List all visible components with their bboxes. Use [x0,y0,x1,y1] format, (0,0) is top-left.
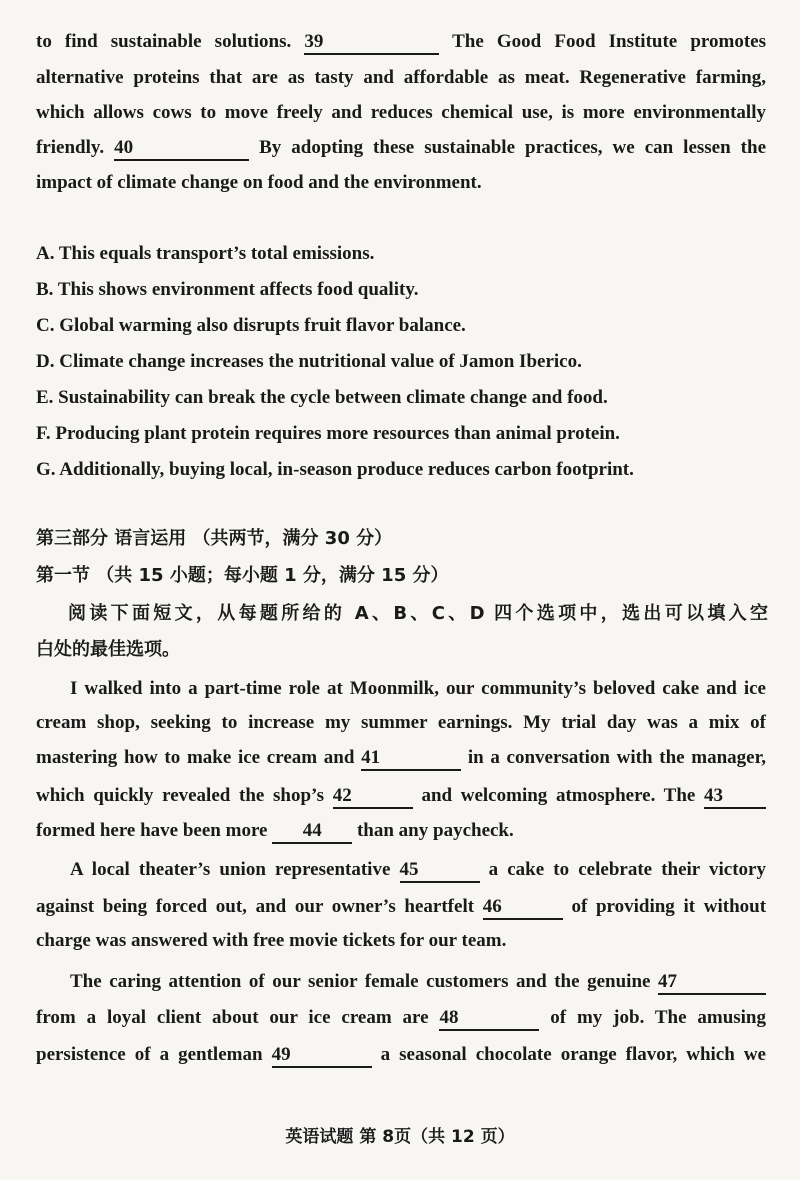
text-segment: friendly. [36,137,105,158]
text-segment: in a conversation with the manager, [467,747,767,768]
text-segment: against being forced out, and our owner’s heartfelt [36,896,475,917]
option-f: F. Producing plant protein requires more resources than animal protein. [36,423,620,444]
passage-p1-line-5 [36,817,766,845]
option-g: G. Additionally, buying local, in-season produce reduces carbon footprint. [36,459,634,480]
blank-44: 44 [272,820,352,844]
text-segment: than any paycheck. [356,820,514,841]
text-segment: of my job. The amusing [550,1007,766,1028]
passage-p2-line-3: charge was answered with free movie tickets for our team. [36,930,507,951]
option-c: C. Global warming also disrupts fruit flavor balance. [36,315,466,336]
passage-p3-line-2 [36,1004,766,1032]
text-segment: formed here have been more [36,820,268,841]
option-b: B. This shows environment affects food quality. [36,279,419,300]
blank-41: 41 [361,747,461,771]
passage-top-line-3: which allows cows to move freely and reduces chemical use, is more environmentally [36,102,766,123]
text-segment: which quickly revealed the shop’s [36,785,325,806]
text-segment: A local theater’s union representative [70,859,391,880]
passage-p1-line-4 [36,782,766,810]
text-segment: The caring attention of our senior female customers and the genuine [70,971,651,992]
text-segment: of providing it without [571,896,767,917]
section-sub-title: 第一节 （共 15 小题；每小题 1 分，满分 15 分） [36,565,449,586]
blank-45: 45 [400,859,480,883]
section-instruction-1: 阅读下面短文，从每题所给的 A、B、C、D 四个选项中，选出可以填入空 [68,603,768,624]
passage-top-line-5: impact of climate change on food and the environment. [36,172,482,193]
text-segment: The Good Food Institute promotes [452,31,766,52]
blank-46: 46 [483,896,563,920]
text-segment: and welcoming atmosphere. The [421,785,696,806]
passage-p3-line-3 [36,1041,766,1069]
text-segment: By adopting these sustainable practices, we can lessen the [259,137,767,158]
text-segment: a seasonal chocolate orange flavor, which we [380,1044,766,1065]
text-segment: to find sustainable solutions. [36,31,292,52]
text-segment: persistence of a gentleman [36,1044,263,1065]
text-segment: from a loyal client about our ice cream are [36,1007,429,1028]
passage-p2-line-2 [36,893,766,921]
blank-39: 39 [304,31,439,55]
blank-43: 43 [704,785,766,809]
passage-top-line-4 [36,134,766,162]
passage-p1-line-3 [36,744,766,772]
passage-top-line-2: alternative proteins that are as tasty and affordable as meat. Regenerative farming, [36,67,766,88]
option-e: E. Sustainability can break the cycle between climate change and food. [36,387,608,408]
option-d: D. Climate change increases the nutritional value of Jamon Iberico. [36,351,582,372]
blank-42: 42 [333,785,413,809]
blank-47: 47 [658,971,766,995]
passage-p3-line-1 [70,968,766,996]
section-instruction-2: 白处的最佳选项。 [36,639,180,660]
blank-49: 49 [272,1044,372,1068]
passage-p1-line-2: cream shop, seeking to increase my summer earnings. My trial day was a mix of [36,712,766,733]
blank-40: 40 [114,137,249,161]
section-part-title: 第三部分 语言运用 （共两节，满分 30 分） [36,528,393,549]
passage-top-line-1 [36,28,766,56]
passage-p2-line-1 [70,856,766,884]
text-segment: mastering how to make ice cream and [36,747,355,768]
passage-p1-line-1: I walked into a part-time role at Moonmilk, our community’s beloved cake and ice [70,678,766,699]
page-footer: 英语试题 第 8页（共 12 页） [285,1127,515,1147]
option-a: A. This equals transport’s total emissions. [36,243,375,264]
blank-48: 48 [439,1007,539,1031]
text-segment: a cake to celebrate their victory [488,859,766,880]
